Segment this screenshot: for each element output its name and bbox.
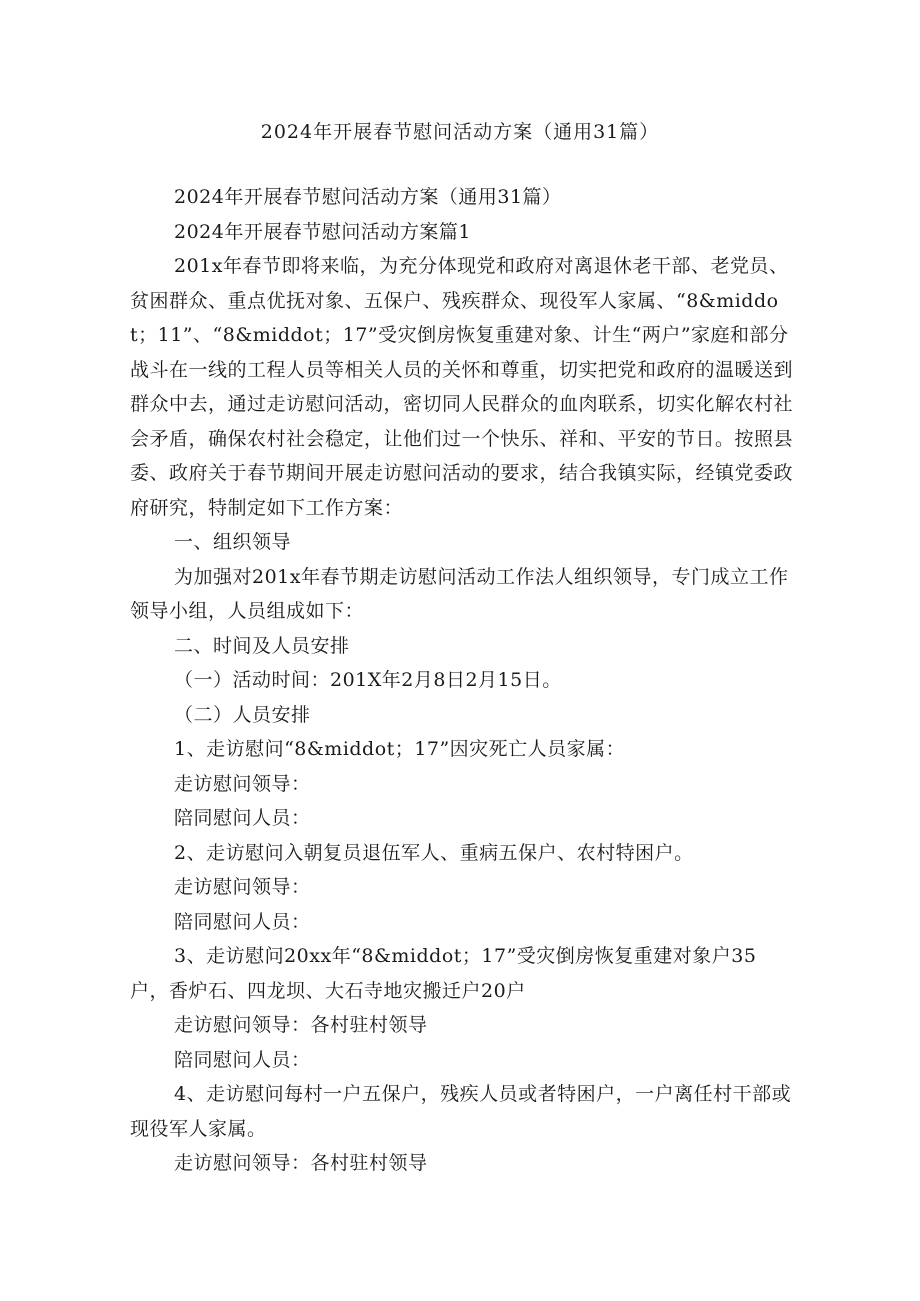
intro-paragraph: 201x年春节即将来临，为充分体现党和政府对离退休老干部、老党员、贫困群众、重点优抚对象、五保户、残疾群众、现役军人家属、“8&middot；11”、“8&middot；17”受灾倒房恢复重建对象、计生“两户”家庭和部分战斗在一线的工程人员等相关人员的关怀和尊重，切实把党和政府的温暖送到群众中去，通过走访慰问活动，密切同人民群众的血肉联系，切实化解农村社会矛盾，确保农村社会稳定，让他们过一个快乐、祥和、平安的节日。按照县委、政府关于春节期间开展走访慰问活动的要求，结合我镇实际，经镇党委政府研究，特制定如下工作方案： bbox=[130, 255, 794, 519]
document-body bbox=[130, 180, 795, 1181]
visit-accompany-line: 陪同慰问人员： bbox=[174, 807, 311, 829]
visit-leader-line: 走访慰问领导：各村驻村领导 bbox=[174, 1014, 428, 1036]
visit-item-1: 1、走访慰问“8&middot；17”因灾死亡人员家属： bbox=[174, 738, 626, 760]
visit-item-3: 3、走访慰问20xx年“8&middot；17”受灾倒房恢复重建对象户35户，香炉石、四龙坝、大石寺地灾搬迁户20户 bbox=[130, 945, 757, 1002]
organization-paragraph: 为加强对201x年春节期走访慰问活动工作法人组织领导，专门成立工作领导小组，人员组成如下： bbox=[130, 565, 789, 622]
section-heading-schedule: 二、时间及人员安排 bbox=[174, 634, 350, 657]
staffing-heading: （二）人员安排 bbox=[174, 703, 311, 726]
visit-leader-line: 走访慰问领导： bbox=[174, 772, 311, 795]
activity-time: （一）活动时间：201X年2月8日2月15日。 bbox=[174, 669, 562, 691]
visit-leader-line: 走访慰问领导： bbox=[174, 876, 311, 898]
visit-accompany-line: 陪同慰问人员： bbox=[174, 1048, 311, 1071]
visit-leader-line: 走访慰问领导：各村驻村领导 bbox=[174, 1152, 428, 1174]
section-heading-organization: 一、组织领导 bbox=[174, 531, 292, 553]
visit-item-4: 4、走访慰问每村一户五保户，残疾人员或者特困户，一户离任村干部或现役军人家属。 bbox=[130, 1083, 792, 1140]
section-heading: 2024年开展春节慰问活动方案篇1 bbox=[174, 220, 471, 243]
body-heading: 2024年开展春节慰问活动方案（通用31篇） bbox=[174, 186, 562, 208]
visit-item-2: 2、走访慰问入朝复员退伍军人、重病五保户、农村特困户。 bbox=[174, 841, 694, 864]
visit-accompany-line: 陪同慰问人员： bbox=[174, 910, 311, 933]
document-title: 2024年开展春节慰问活动方案（通用31篇） bbox=[260, 121, 660, 143]
